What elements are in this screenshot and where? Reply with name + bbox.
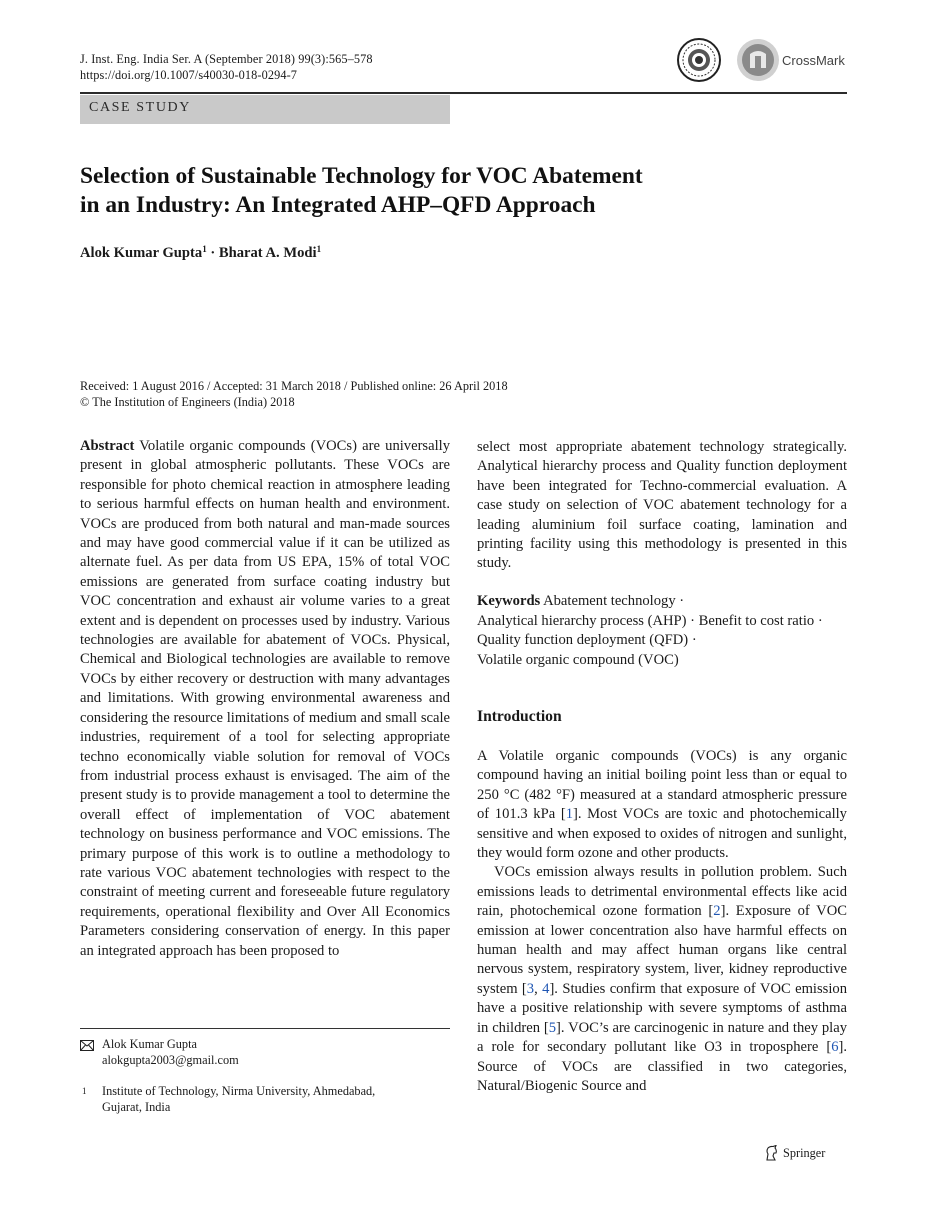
journal-seal-logo — [676, 37, 722, 83]
affiliation-number: 1 — [82, 1086, 87, 1096]
keywords-line-1: Abatement technology · — [540, 593, 685, 609]
affiliation — [102, 1083, 375, 1115]
citation-2[interactable]: 2 — [713, 903, 721, 920]
publisher-name: Springer — [783, 1146, 826, 1160]
author-2[interactable]: Bharat A. Modi — [218, 245, 317, 261]
keywords-line-3: Quality function deployment (QFD) · — [477, 632, 697, 648]
author-list — [80, 244, 321, 262]
corresponding-author — [102, 1036, 239, 1068]
citation-3[interactable]: 3 — [526, 980, 535, 997]
publication-history — [80, 378, 508, 410]
keywords-label: Keywords — [477, 593, 541, 609]
dates-line: Received: 1 August 2016 / Accepted: 31 March 2018 / Published online: 26 April 2018 — [80, 379, 508, 393]
abstract-block — [80, 437, 450, 961]
keywords-line-2: Analytical hierarchy process (AHP) · Benefit to cost ratio · — [477, 612, 823, 629]
keywords-line-4: Volatile organic compound (VOC) — [477, 651, 679, 668]
author-2-affiliation: 1 — [316, 244, 322, 254]
introduction-body — [477, 747, 847, 1096]
abstract-text: Volatile organic compounds (VOCs) are universally present in global atmospheric pollutants. These VOCs are responsible for photo chemical reaction in atmosphere leading to serious harmful effects on human health and environment. VOCs are produced from both natural and man-made sources and may have good commercial value if it can be utilized as alternate fuel. As per data from US EPA, 15% of total VOC emissions are generated from surface coating industry but VOC concentration and exhaust air volume varies to a great extent and is dependent on processes used by industry. Various technologies are available for abatement of VOCs. Physical, Chemical and Biological technologies are available to remove VOCs by either recovery or destruction with many advantages and limitations. With growing environmental awareness and considering the resource limitations of medium and small scale industries, requirement of a tool for selecting appropriate techno economically viable solution for removal of VOCs from industrial process exhaust is envisaged. The aim of the present study is to provide management a tool to determine the overall effect of implementation of VOC abatement technology on business performance and VOC emissions. The primary purpose of this work is to outline a methodology to rate various VOC abatement technologies with respect to the constraint of meeting current and foreseeable future regulatory requirements, operational flexibility and Over All Economics Parameters considering conservation of energy. In this paper an integrated approach has been proposed to — [80, 438, 450, 959]
copyright-line: © The Institution of Engineers (India) 2018 — [80, 395, 295, 409]
author-separator: · — [206, 245, 219, 261]
introduction-heading: Introduction — [477, 708, 562, 725]
title-line-2: in an Industry: An Integrated AHP–QFD Approach — [80, 191, 596, 218]
envelope-icon — [80, 1038, 96, 1050]
crossmark-label[interactable]: CrossMark — [782, 53, 845, 68]
affiliation-line-2: Gujarat, India — [102, 1100, 171, 1114]
citation-1[interactable]: 1 — [565, 806, 573, 823]
abstract-label: Abstract — [80, 438, 135, 454]
keywords-block — [477, 592, 857, 670]
author-1-affiliation: 1 — [202, 244, 207, 254]
abstract-continued — [477, 438, 847, 574]
corresponding-author-name: Alok Kumar Gupta — [102, 1037, 197, 1051]
citation-4[interactable]: 4 — [542, 980, 550, 997]
intro-paragraph-1: A Volatile organic compounds (VOCs) is any organic compound having an initial boiling point less than or equal to 250 °C (482 °F) measured at a standard atmospheric pressure of 101.3 kPa [1]. Most VOCs are toxic and photochemically sensitive and when exposed to oxides of nitrogen and sunlight, they would form ozone and other products. — [477, 748, 847, 862]
corresponding-author-email[interactable]: alokgupta2003@gmail.com — [102, 1053, 239, 1067]
abstract-continued-text: select most appropriate abatement technology strategically. Analytical hierarchy process and Quality function deployment have been integrated for Techno-commercial evaluation. A case study on selection of VOC abatement technology for a leading aluminium foil surface coating, lamination and printing facility using this methodology is presented in this study. — [477, 439, 847, 572]
crossmark-icon[interactable] — [736, 38, 780, 82]
affiliation-line-1: Institute of Technology, Nirma University, Ahmedabad, — [102, 1084, 376, 1098]
citation-6[interactable]: 6 — [831, 1039, 839, 1056]
journal-citation: J. Inst. Eng. India Ser. A (September 2018) 99(3):565–578 — [80, 52, 373, 66]
footnote-rule — [80, 1028, 450, 1029]
intro-paragraph-2: VOCs emission always results in pollution problem. Such emissions leads to detrimental environmental effects like acid rain, photochemical ozone formation [2]. Exposure of VOC emission at lower concentration also have harmful effects on human health and may affect human organs like central nervous system, respiratory system, liver, kidney reproductive system [3, 4]. Studies confirm that exposure of VOC emission have a positive relationship with severe symptoms of asthma in children [5]. VOC’s are carcinogenic in nature and they play a role for secondary pollutant like O3 in troposphere [6]. Source of VOCs are classified in two categories, Natural/Biogenic Source and — [477, 864, 847, 1094]
section-tag: CASE STUDY — [89, 100, 191, 115]
title-line-1: Selection of Sustainable Technology for VOC Abatement — [80, 163, 643, 189]
author-1[interactable]: Alok Kumar Gupta — [80, 245, 203, 261]
paper-title — [80, 162, 840, 219]
citation-5[interactable]: 5 — [548, 1019, 556, 1036]
header-rule — [80, 92, 847, 94]
doi-link[interactable]: https://doi.org/10.1007/s40030-018-0294-7 — [80, 68, 298, 82]
springer-horse-icon — [764, 1145, 780, 1161]
